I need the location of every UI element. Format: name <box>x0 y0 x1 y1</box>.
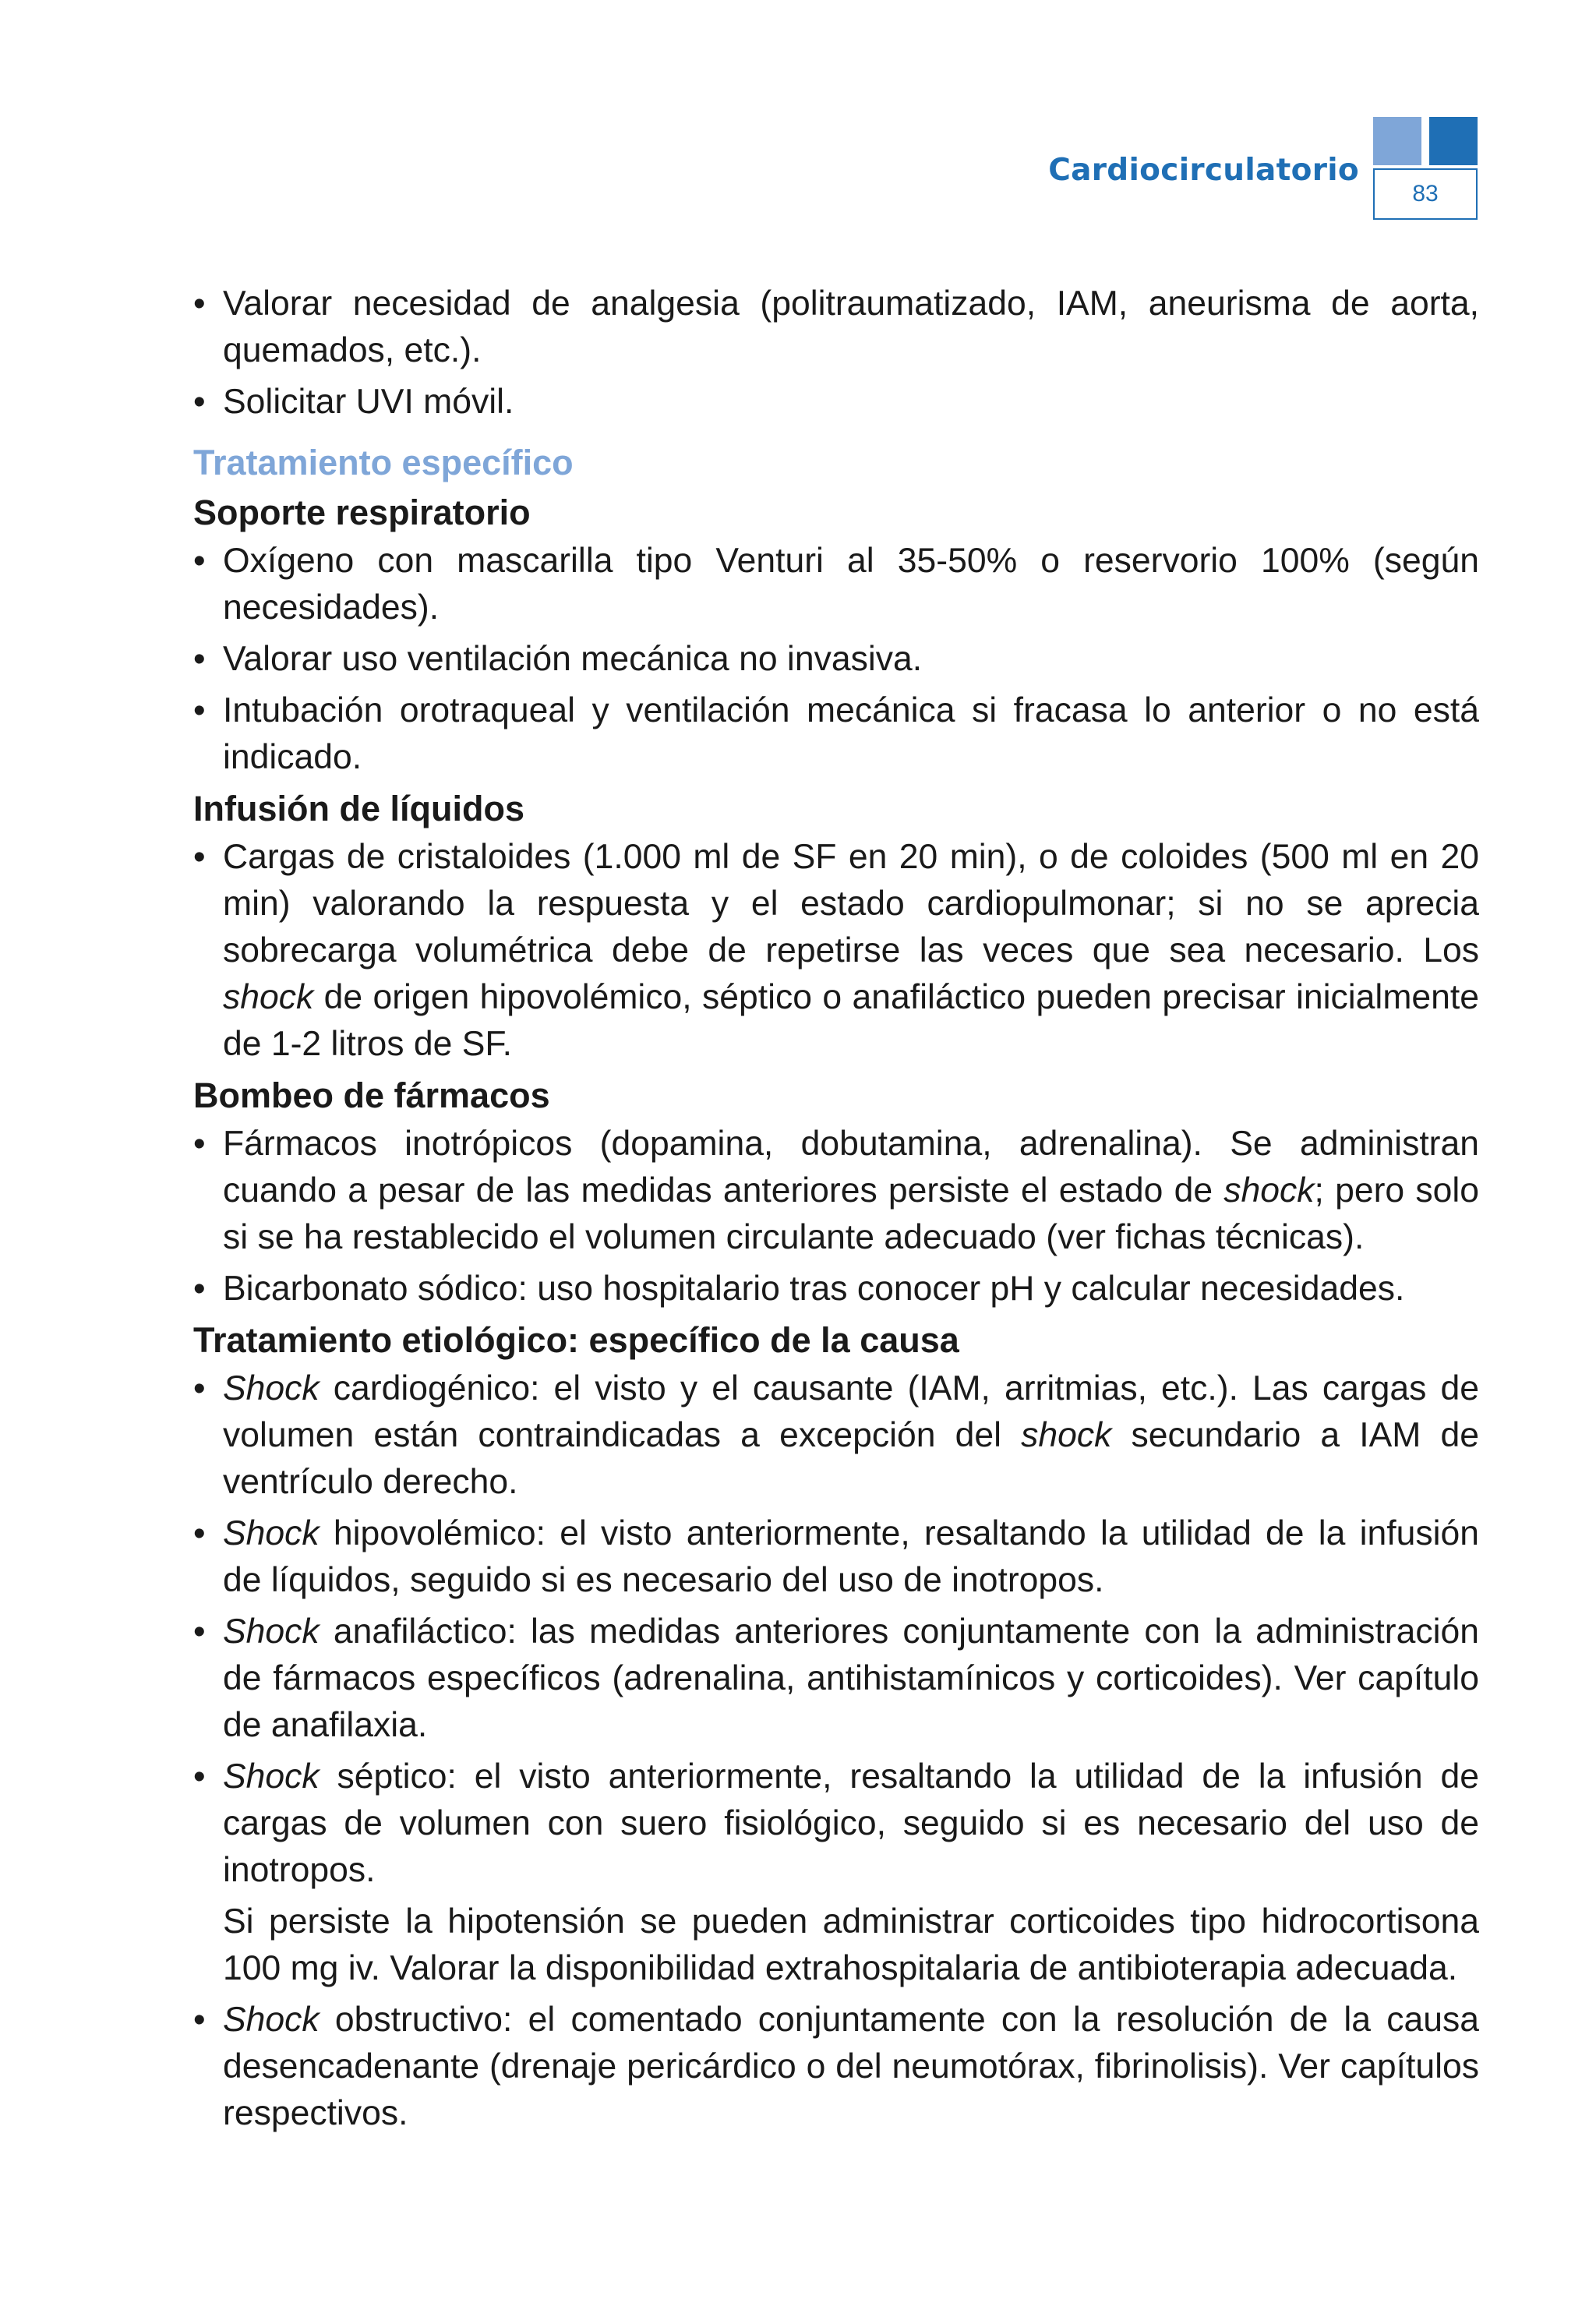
chapter-title: Cardiocirculatorio <box>1048 153 1359 188</box>
list-item: • Bicarbonato sódico: uso hospitalario tras conocer pH y calcular necesidades. <box>193 1266 1479 1312</box>
list-item: • Intubación orotraqueal y ventilación mecánica si fracasa lo anterior o no está indicado. <box>193 687 1479 781</box>
list-item: • Shock obstructivo: el comentado conjuntamente con la resolución de la causa desencadenante (drenaje pericárdico o del neumotórax, fibrinolisis). Ver capítulos respectivos. <box>193 1997 1479 2137</box>
subheading-drugs: Bombeo de fármacos <box>193 1075 550 1115</box>
list-item-continuation: Si persiste la hipotensión se pueden administrar corticoides tipo hidrocortisona 100 mg iv. Valorar la disponibilidad extrahospitalaria de antibioterapia adecuada. <box>223 1902 1479 1987</box>
list-item: • Solicitar UVI móvil. <box>193 379 1479 426</box>
list-item: • Shock anafiláctico: las medidas anteriores conjuntamente con la administración de fármacos específicos (adrenalina, antihistamínicos y corticoides). Ver capítulo de anafilaxia. <box>193 1609 1479 1749</box>
list-item: • Shock hipovolémico: el visto anteriormente, resaltando la utilidad de la infusión de líquidos, seguido si es necesario del uso de inotropos. <box>193 1510 1479 1604</box>
subheading-respiratory: Soporte respiratorio <box>193 493 531 532</box>
page-body <box>193 281 1479 2142</box>
list-item: • Shock séptico: el visto anteriormente, resaltando la utilidad de la infusión de cargas de volumen con suero fisiológico, seguido si es necesario del uso de inotropos. <box>193 1754 1479 1894</box>
header-square-light <box>1373 117 1421 165</box>
list-item: • Shock cardiogénico: el visto y el causante (IAM, arritmias, etc.). Las cargas de volumen están contraindicadas a excepción del shock secundario a IAM de ventrículo derecho. <box>193 1365 1479 1506</box>
list-item: • Valorar necesidad de analgesia (politraumatizado, IAM, aneurisma de aorta, quemados, etc.). <box>193 281 1479 374</box>
section-title: Tratamiento específico <box>193 443 574 482</box>
list-item: • Valorar uso ventilación mecánica no invasiva. <box>193 636 1479 683</box>
header-square-dark <box>1429 117 1478 165</box>
subheading-etiology: Tratamiento etiológico: específico de la causa <box>193 1320 959 1360</box>
list-item: • Fármacos inotrópicos (dopamina, dobutamina, adrenalina). Se administran cuando a pesar de las medidas anteriores persiste el estado de shock; pero solo si se ha restablecido el volumen circulante adecuado (ver fichas técnicas). <box>193 1121 1479 1261</box>
subheading-fluids: Infusión de líquidos <box>193 789 524 828</box>
list-item: • Oxígeno con mascarilla tipo Venturi al 35-50% o reservorio 100% (según necesidades). <box>193 538 1479 631</box>
page-number: 83 <box>1373 168 1478 220</box>
list-item: • Cargas de cristaloides (1.000 ml de SF en 20 min), o de coloides (500 ml en 20 min) valorando la respuesta y el estado cardiopulmonar; si no se aprecia sobrecarga volumétrica debe de repetirse las veces que sea necesario. Los shock de origen hipovolémico, séptico o anafiláctico pueden precisar inicialmente de 1-2 litros de SF. <box>193 834 1479 1068</box>
